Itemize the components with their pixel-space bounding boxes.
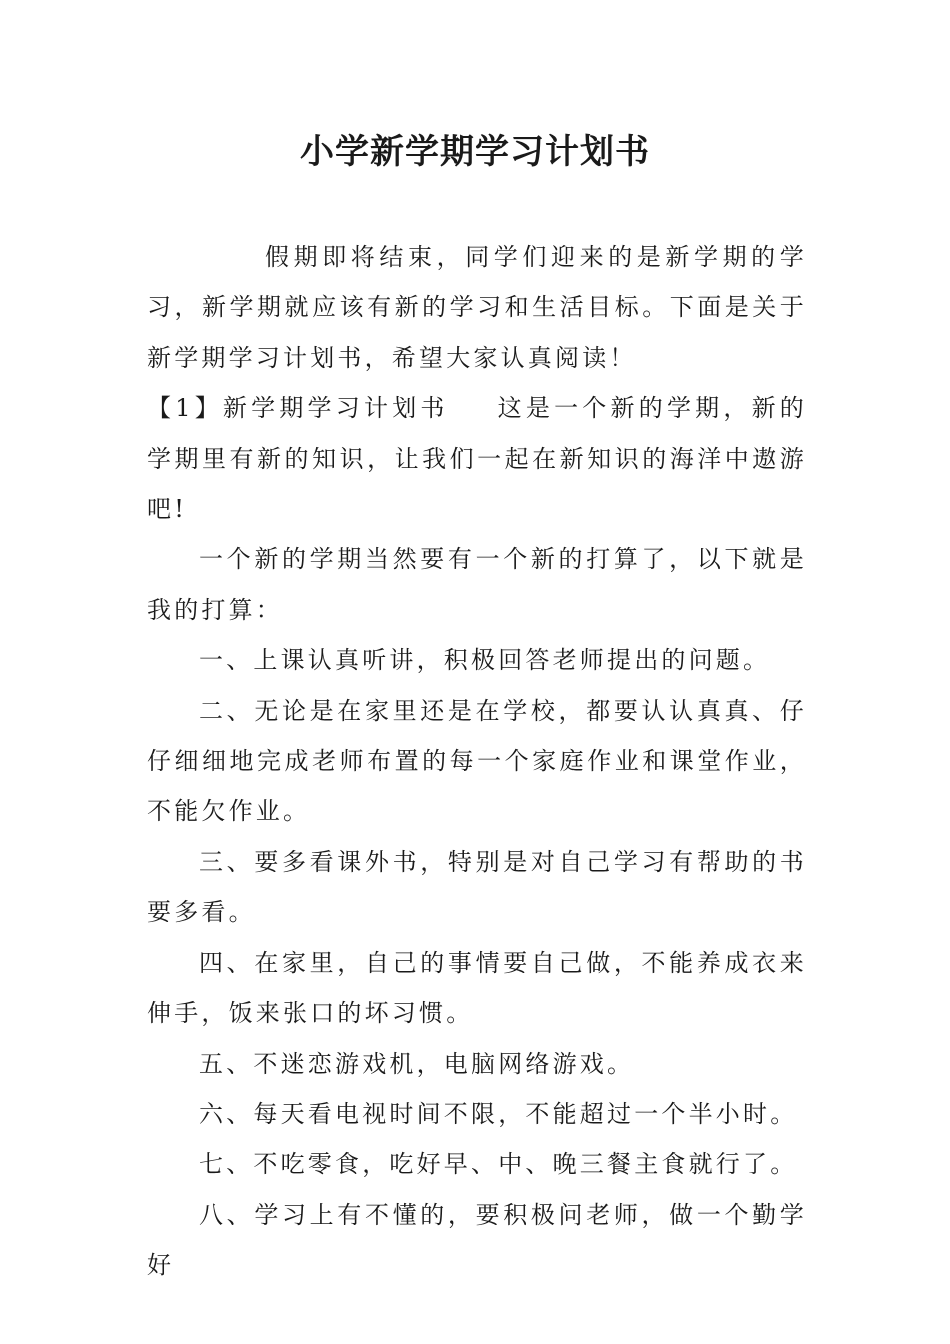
paragraph-item-3: 三、要多看课外书，特别是对自己学习有帮助的书要多看。 (147, 847, 807, 927)
section1-lead: 这是一个新的学期，新的学期里有新的知识，让我们一起在新知识的海洋中遨游吧! (147, 394, 808, 524)
paragraph-item-2: 二、无论是在家里还是在学校，都要认认真真、仔仔细细地完成老师布置的每一个家庭作业和课堂作业，不能欠作业。 (147, 696, 807, 826)
paragraph-item-5: 五、不迷恋游戏机，电脑网络游戏。 (199, 1049, 635, 1078)
paragraph-item-1: 一、上课认真听讲，积极回答老师提出的问题。 (199, 646, 771, 675)
section1-paragraph (147, 383, 807, 534)
paragraph-item-7: 七、不吃零食，吃好早、中、晚三餐主食就行了。 (199, 1150, 798, 1179)
intro-paragraph: 假期即将结束，同学们迎来的是新学期的学习，新学期就应该有新的学习和生活目标。下面是关于新学期学习计划书，希望大家认真阅读！ (147, 243, 807, 372)
document-title: 小学新学期学习计划书 (300, 132, 650, 172)
paragraph-plan-intro: 一个新的学期当然要有一个新的打算了，以下就是我的打算： (147, 545, 807, 624)
document-body (147, 232, 807, 1291)
paragraph-item-4: 四、在家里，自己的事情要自己做，不能养成衣来伸手，饭来张口的坏习惯。 (147, 948, 807, 1028)
paragraph-item-6: 六、每天看电视时间不限，不能超过一个半小时。 (199, 1099, 798, 1128)
paragraph-item-8: 八、学习上有不懂的，要积极问老师，做一个勤学好 (147, 1200, 807, 1280)
section1-heading: 【1】新学期学习计划书 (147, 394, 449, 423)
